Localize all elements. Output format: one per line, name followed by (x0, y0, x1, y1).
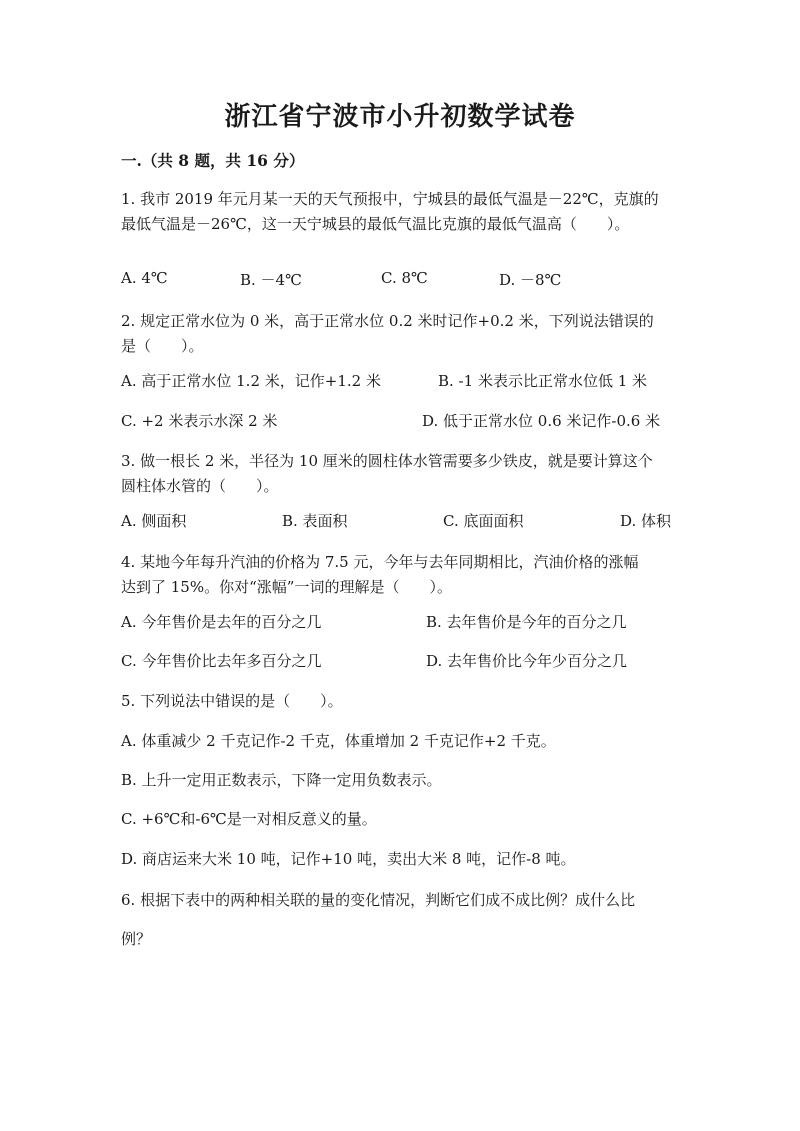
q1-option-a: A. 4℃ (121, 269, 168, 287)
q1-option-d: D. －8℃ (499, 271, 562, 289)
q3-option-b: B. 表面积 (282, 512, 348, 530)
q4-option-b: B. 去年售价是今年的百分之几 (426, 613, 627, 631)
q2-option-b: B. -1 米表示比正常水位低 1 米 (438, 372, 648, 390)
q4-text-line1: 4. 某地今年每升汽油的价格为 7.5 元，今年与去年同期相比，汽油价格的涨幅 (121, 553, 639, 571)
q4-text-line2: 达到了 15%。你对“涨幅”一词的理解是（ ）。 (121, 578, 452, 596)
q2-option-c: C. +2 米表示水深 2 米 (121, 412, 278, 430)
section-heading: 一.（共 8 题，共 16 分） (121, 151, 305, 170)
q5-option-d: D. 商店运来大米 10 吨，记作+10 吨，卖出大米 8 吨，记作-8 吨。 (121, 850, 576, 868)
q4-option-c: C. 今年售价比去年多百分之几 (121, 652, 322, 670)
q5-option-a: A. 体重减少 2 千克记作-2 千克，体重增加 2 千克记作+2 千克。 (121, 732, 556, 750)
q3-text-line2: 圆柱体水管的（ ）。 (121, 477, 279, 495)
page-title: 浙江省宁波市小升初数学试卷 (224, 102, 576, 132)
q5-option-c: C. +6℃和-6℃是一对相反意义的量。 (121, 810, 377, 828)
q6-text-line2: 例？ (121, 930, 152, 948)
q2-text-line1: 2. 规定正常水位为 0 米，高于正常水位 0.2 米时记作+0.2 米，下列说法错误的 (121, 312, 654, 330)
q1-text-line1: 1. 我市 2019 年元月某一天的天气预报中，宁城县的最低气温是－22℃，克旗的 (121, 190, 659, 208)
q3-option-c: C. 底面面积 (443, 512, 524, 530)
q2-text-line2: 是（ ）。 (121, 337, 204, 355)
q6-text-line1: 6. 根据下表中的两种相关联的量的变化情况，判断它们成不成比例？成什么比 (121, 891, 636, 909)
q5-text: 5. 下列说法中错误的是（ ）。 (121, 692, 343, 710)
q1-option-c: C. 8℃ (381, 269, 428, 287)
q3-option-d: D. 体积 (620, 512, 672, 530)
q4-option-d: D. 去年售价比今年少百分之几 (426, 652, 628, 670)
q2-option-a: A. 高于正常水位 1.2 米，记作+1.2 米 (121, 372, 381, 390)
q5-option-b: B. 上升一定用正数表示，下降一定用负数表示。 (121, 771, 442, 789)
q3-text-line1: 3. 做一根长 2 米，半径为 10 厘米的圆柱体水管需要多少铁皮，就是要计算这个 (121, 452, 653, 470)
q2-option-d: D. 低于正常水位 0.6 米记作-0.6 米 (422, 412, 661, 430)
q1-text-line2: 最低气温是－26℃，这一天宁城县的最低气温比克旗的最低气温高（ ）。 (121, 215, 630, 233)
q3-option-a: A. 侧面积 (121, 512, 187, 530)
q4-option-a: A. 今年售价是去年的百分之几 (121, 613, 322, 631)
q1-option-b: B. －4℃ (240, 271, 302, 289)
